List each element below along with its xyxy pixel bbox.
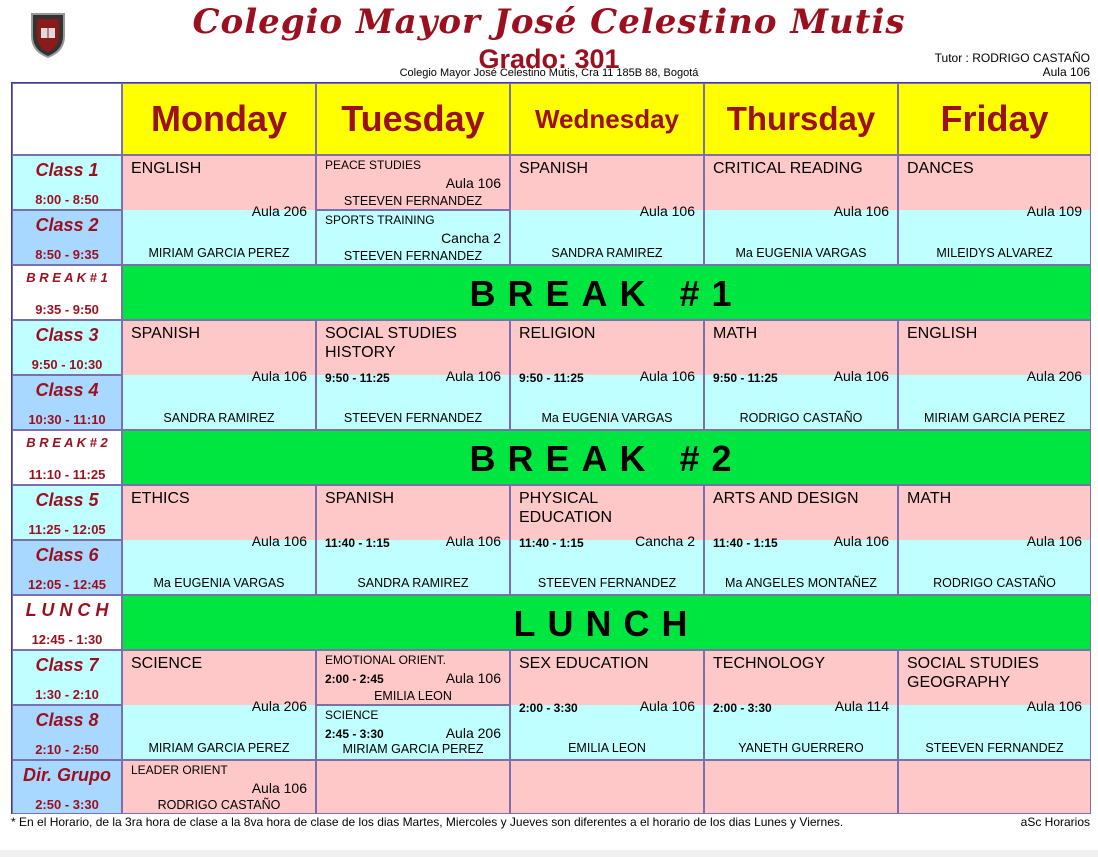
teacher: Ma EUGENIA VARGAS xyxy=(153,576,285,590)
teacher: SANDRA RAMIREZ xyxy=(551,246,663,260)
room: Aula 106 xyxy=(251,533,307,549)
teacher: STEEVEN FERNANDEZ xyxy=(537,576,677,590)
teacher: STEEVEN FERNANDEZ xyxy=(925,741,1064,755)
period-name: B R E A K # 1 xyxy=(26,270,108,285)
school-title: Colegio Mayor José Celestino Mutis xyxy=(192,2,906,42)
period-break-1 xyxy=(12,265,122,320)
subject: ENGLISH xyxy=(907,325,978,342)
tutor-name: Tutor : RODRIGO CASTAÑO xyxy=(934,51,1090,65)
class-cell-fri-5 xyxy=(898,485,1091,595)
time-range: 2:00 - 3:30 xyxy=(519,701,578,715)
teacher: MIRIAM GARCIA PEREZ xyxy=(148,741,290,755)
time-range: 11:40 - 1:15 xyxy=(713,536,778,550)
subject: SCIENCE xyxy=(325,708,379,722)
subject: SPORTS TRAINING xyxy=(325,213,435,227)
room: Cancha 2 xyxy=(441,230,501,246)
room: Aula 106 xyxy=(251,368,307,384)
class-cell-tue-3 xyxy=(316,320,510,430)
period-class-2 xyxy=(12,210,122,265)
day-header-tuesday: Tuesday xyxy=(316,83,510,155)
class-cell-tue-7a xyxy=(316,650,510,705)
empty-cell-fri-dir xyxy=(898,760,1091,814)
class-cell-mon-7 xyxy=(122,650,316,760)
period-name: Class 1 xyxy=(35,160,99,180)
class-cell-wed-7 xyxy=(510,650,704,760)
period-name: B R E A K # 2 xyxy=(26,435,108,450)
class-cell-thu-5 xyxy=(704,485,898,595)
period-name: Class 3 xyxy=(35,325,99,345)
time-range: 2:00 - 2:45 xyxy=(325,672,384,686)
subject: LEADER ORIENT xyxy=(131,763,228,777)
period-name: Class 2 xyxy=(35,215,99,235)
room: Aula 106 xyxy=(251,780,307,796)
day-header-monday: Monday xyxy=(122,83,316,155)
subject: SOCIAL STUDIES GEOGRAPHY xyxy=(907,655,1039,691)
subject: MATH xyxy=(907,490,952,507)
day-header-friday: Friday xyxy=(898,83,1091,155)
subject: SEX EDUCATION xyxy=(519,655,649,672)
teacher: STEEVEN FERNANDEZ xyxy=(343,411,483,425)
subject: SPANISH xyxy=(325,490,395,507)
teacher: MIRIAM GARCIA PEREZ xyxy=(924,411,1065,425)
teacher: RODRIGO CASTAÑO xyxy=(933,576,1056,590)
period-time: 2:10 - 2:50 xyxy=(35,742,99,757)
class-cell-mon-1 xyxy=(122,155,316,265)
period-time: 8:50 - 9:35 xyxy=(35,247,99,262)
room: Aula 206 xyxy=(1026,368,1082,384)
lunch-label: LUNCH xyxy=(513,603,700,644)
subject: PEACE STUDIES xyxy=(325,158,422,172)
subject: SCIENCE xyxy=(131,655,203,672)
class-cell-tue-1a xyxy=(316,155,510,210)
period-name: Class 4 xyxy=(35,380,99,400)
subject: SOCIAL STUDIES HISTORY xyxy=(325,325,457,361)
subject: PHYSICAL EDUCATION xyxy=(519,490,613,526)
day-header-wednesday: Wednesday xyxy=(510,83,704,155)
tutor-info xyxy=(935,51,1090,79)
teacher: Ma EUGENIA VARGAS xyxy=(735,246,867,260)
class-cell-fri-7 xyxy=(898,650,1091,760)
teacher: MIRIAM GARCIA PEREZ xyxy=(148,246,290,260)
period-time: 12:05 - 12:45 xyxy=(27,577,107,592)
period-name: Class 7 xyxy=(35,655,99,675)
period-time: 11:25 - 12:05 xyxy=(28,522,106,537)
time-range: 9:50 - 11:25 xyxy=(713,371,778,385)
subject: MATH xyxy=(713,325,758,342)
room: Aula 106 xyxy=(445,175,501,191)
break-1-label: BREAK #1 xyxy=(469,273,744,314)
teacher: EMILIA LEON xyxy=(568,741,646,755)
break-2-label: BREAK #2 xyxy=(469,438,744,479)
room: Aula 206 xyxy=(251,698,307,714)
period-time: 9:50 - 10:30 xyxy=(31,357,103,372)
subject: ENGLISH xyxy=(131,160,202,177)
time-range: 11:40 - 1:15 xyxy=(519,536,584,550)
teacher: Ma EUGENIA VARGAS xyxy=(541,411,673,425)
period-dir-grupo xyxy=(12,760,122,814)
teacher: STEEVEN FERNANDEZ xyxy=(343,249,483,263)
room: Aula 206 xyxy=(445,725,501,741)
class-cell-mon-5 xyxy=(122,485,316,595)
teacher: RODRIGO CASTAÑO xyxy=(739,411,863,425)
room: Aula 106 xyxy=(445,533,501,549)
room: Aula 106 xyxy=(639,368,695,384)
teacher: YANETH GUERRERO xyxy=(738,741,864,755)
subject: SPANISH xyxy=(519,160,589,177)
class-cell-tue-5 xyxy=(316,485,510,595)
footnote: * En el Horario, de la 3ra hora de clase a la 8va hora de clase de los dias Martes, Miercoles y Jueves son diferentes a el horario de los dias Lunes y Viernes. xyxy=(11,815,844,829)
period-name: Class 5 xyxy=(35,490,99,510)
room: Aula 106 xyxy=(639,203,695,219)
class-cell-mon-3 xyxy=(122,320,316,430)
period-time: 2:50 - 3:30 xyxy=(35,797,99,812)
break-2-banner xyxy=(122,430,1091,485)
subject: EMOTIONAL ORIENT. xyxy=(325,653,446,667)
period-name: Class 8 xyxy=(35,710,99,730)
class-cell-thu-1 xyxy=(704,155,898,265)
subject: ARTS AND DESIGN xyxy=(713,490,859,507)
class-cell-wed-3 xyxy=(510,320,704,430)
room: Aula 106 xyxy=(833,203,889,219)
period-name: Class 6 xyxy=(35,545,99,565)
teacher: MILEIDYS ALVAREZ xyxy=(936,246,1053,260)
period-class-8 xyxy=(12,705,122,760)
class-cell-fri-1 xyxy=(898,155,1091,265)
room: Aula 106 xyxy=(445,670,501,686)
break-1-banner xyxy=(122,265,1091,320)
subject: ETHICS xyxy=(131,490,190,507)
period-class-1 xyxy=(12,155,122,210)
subject: RELIGION xyxy=(519,325,596,342)
room: Cancha 2 xyxy=(635,533,695,549)
period-time: 11:10 - 11:25 xyxy=(28,467,106,482)
class-cell-wed-1 xyxy=(510,155,704,265)
teacher: EMILIA LEON xyxy=(374,689,452,703)
timetable xyxy=(11,82,1091,814)
room: Aula 106 xyxy=(1026,698,1082,714)
class-cell-fri-3 xyxy=(898,320,1091,430)
period-break-2 xyxy=(12,430,122,485)
room: Aula 106 xyxy=(1026,533,1082,549)
teacher: SANDRA RAMIREZ xyxy=(163,411,275,425)
grade-label: Grado: 301 xyxy=(478,44,620,74)
time-range: 2:00 - 3:30 xyxy=(713,701,772,715)
teacher: SANDRA RAMIREZ xyxy=(357,576,469,590)
teacher: Ma ANGELES MONTAÑEZ xyxy=(725,576,877,590)
time-range: 2:45 - 3:30 xyxy=(325,727,384,741)
period-class-5 xyxy=(12,485,122,540)
class-cell-tue-1b xyxy=(316,210,510,265)
class-cell-thu-3 xyxy=(704,320,898,430)
period-name: L U N C H xyxy=(25,600,109,620)
period-lunch xyxy=(12,595,122,650)
period-time: 9:35 - 9:50 xyxy=(35,302,99,317)
room: Aula 109 xyxy=(1026,203,1082,219)
period-time: 12:45 - 1:30 xyxy=(31,632,103,647)
teacher: MIRIAM GARCIA PEREZ xyxy=(342,742,484,756)
period-time: 8:00 - 8:50 xyxy=(35,192,99,207)
period-class-7 xyxy=(12,650,122,705)
subject: TECHNOLOGY xyxy=(713,655,826,672)
period-class-6 xyxy=(12,540,122,595)
empty-cell-thu-dir xyxy=(704,760,898,814)
subject: SPANISH xyxy=(131,325,201,342)
time-range: 9:50 - 11:25 xyxy=(519,371,584,385)
period-time: 1:30 - 2:10 xyxy=(35,687,99,702)
room: Aula 106 xyxy=(639,698,695,714)
bottom-bar xyxy=(0,850,1098,857)
class-cell-thu-7 xyxy=(704,650,898,760)
school-address: Colegio Mayor José Celestino Mutis, Cra 11 185B 88, Bogotá xyxy=(399,67,699,79)
brand-label: aSc Horarios xyxy=(1020,815,1090,829)
room: Aula 106 xyxy=(833,533,889,549)
class-cell-wed-5 xyxy=(510,485,704,595)
time-range: 11:40 - 1:15 xyxy=(325,536,390,550)
period-class-3 xyxy=(12,320,122,375)
teacher: STEEVEN FERNANDEZ xyxy=(343,194,483,208)
teacher: RODRIGO CASTAÑO xyxy=(157,798,281,812)
room: Aula 106 xyxy=(445,368,501,384)
lunch-banner xyxy=(122,595,1091,650)
corner-cell xyxy=(12,83,122,155)
day-header-thursday: Thursday xyxy=(704,83,898,155)
empty-cell-tue-dir xyxy=(316,760,510,814)
room: Aula 106 xyxy=(833,368,889,384)
period-time: 10:30 - 11:10 xyxy=(28,412,106,427)
period-name: Dir. Grupo xyxy=(22,765,111,785)
subject: DANCES xyxy=(907,160,974,177)
room: Aula 114 xyxy=(834,698,889,714)
subject: CRITICAL READING xyxy=(713,160,863,177)
tutor-room: Aula 106 xyxy=(1042,65,1090,79)
period-class-4 xyxy=(12,375,122,430)
class-cell-mon-dir xyxy=(122,760,316,814)
class-cell-tue-7b xyxy=(316,705,510,760)
empty-cell-wed-dir xyxy=(510,760,704,814)
time-range: 9:50 - 11:25 xyxy=(325,371,390,385)
room: Aula 206 xyxy=(251,203,307,219)
